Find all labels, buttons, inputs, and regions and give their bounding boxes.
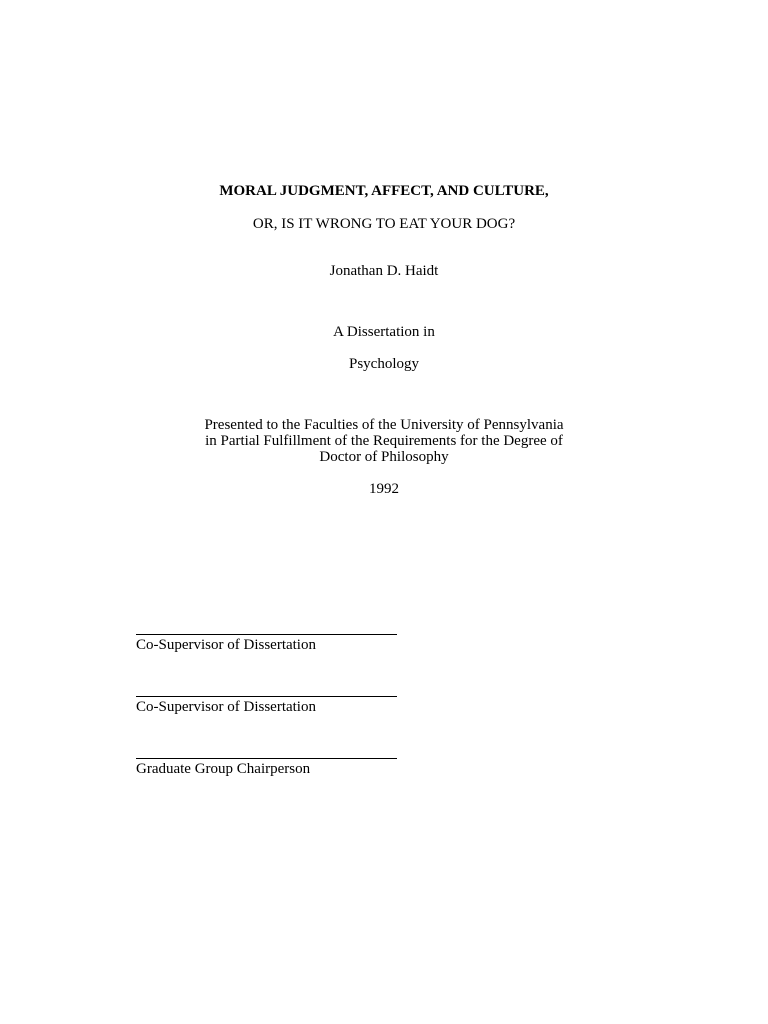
signature-line (136, 634, 397, 635)
signature-label: Co-Supervisor of Dissertation (136, 699, 316, 715)
author-name: Jonathan D. Haidt (329, 263, 439, 279)
presented-line-2: in Partial Fulfillment of the Requirements for the Degree of (205, 433, 563, 449)
dissertation-subtitle: OR, IS IT WRONG TO EAT YOUR DOG? (252, 216, 516, 232)
signature-line (136, 758, 397, 759)
field-of-study: Psychology (348, 356, 419, 372)
signature-label: Co-Supervisor of Dissertation (136, 637, 316, 653)
year: 1992 (369, 481, 399, 497)
signature-label: Graduate Group Chairperson (136, 761, 311, 777)
signature-line (136, 696, 397, 697)
dissertation-line: A Dissertation in (333, 324, 435, 340)
presented-line-1: Presented to the Faculties of the University of Pennsylvania (204, 417, 564, 433)
signature-block-co-supervisor-2 (136, 696, 436, 716)
presented-line-3: Doctor of Philosophy (319, 449, 449, 465)
dissertation-title: MORAL JUDGMENT, AFFECT, AND CULTURE, (219, 183, 549, 199)
signature-block-co-supervisor-1 (136, 634, 436, 654)
signature-block-chairperson (136, 758, 436, 778)
